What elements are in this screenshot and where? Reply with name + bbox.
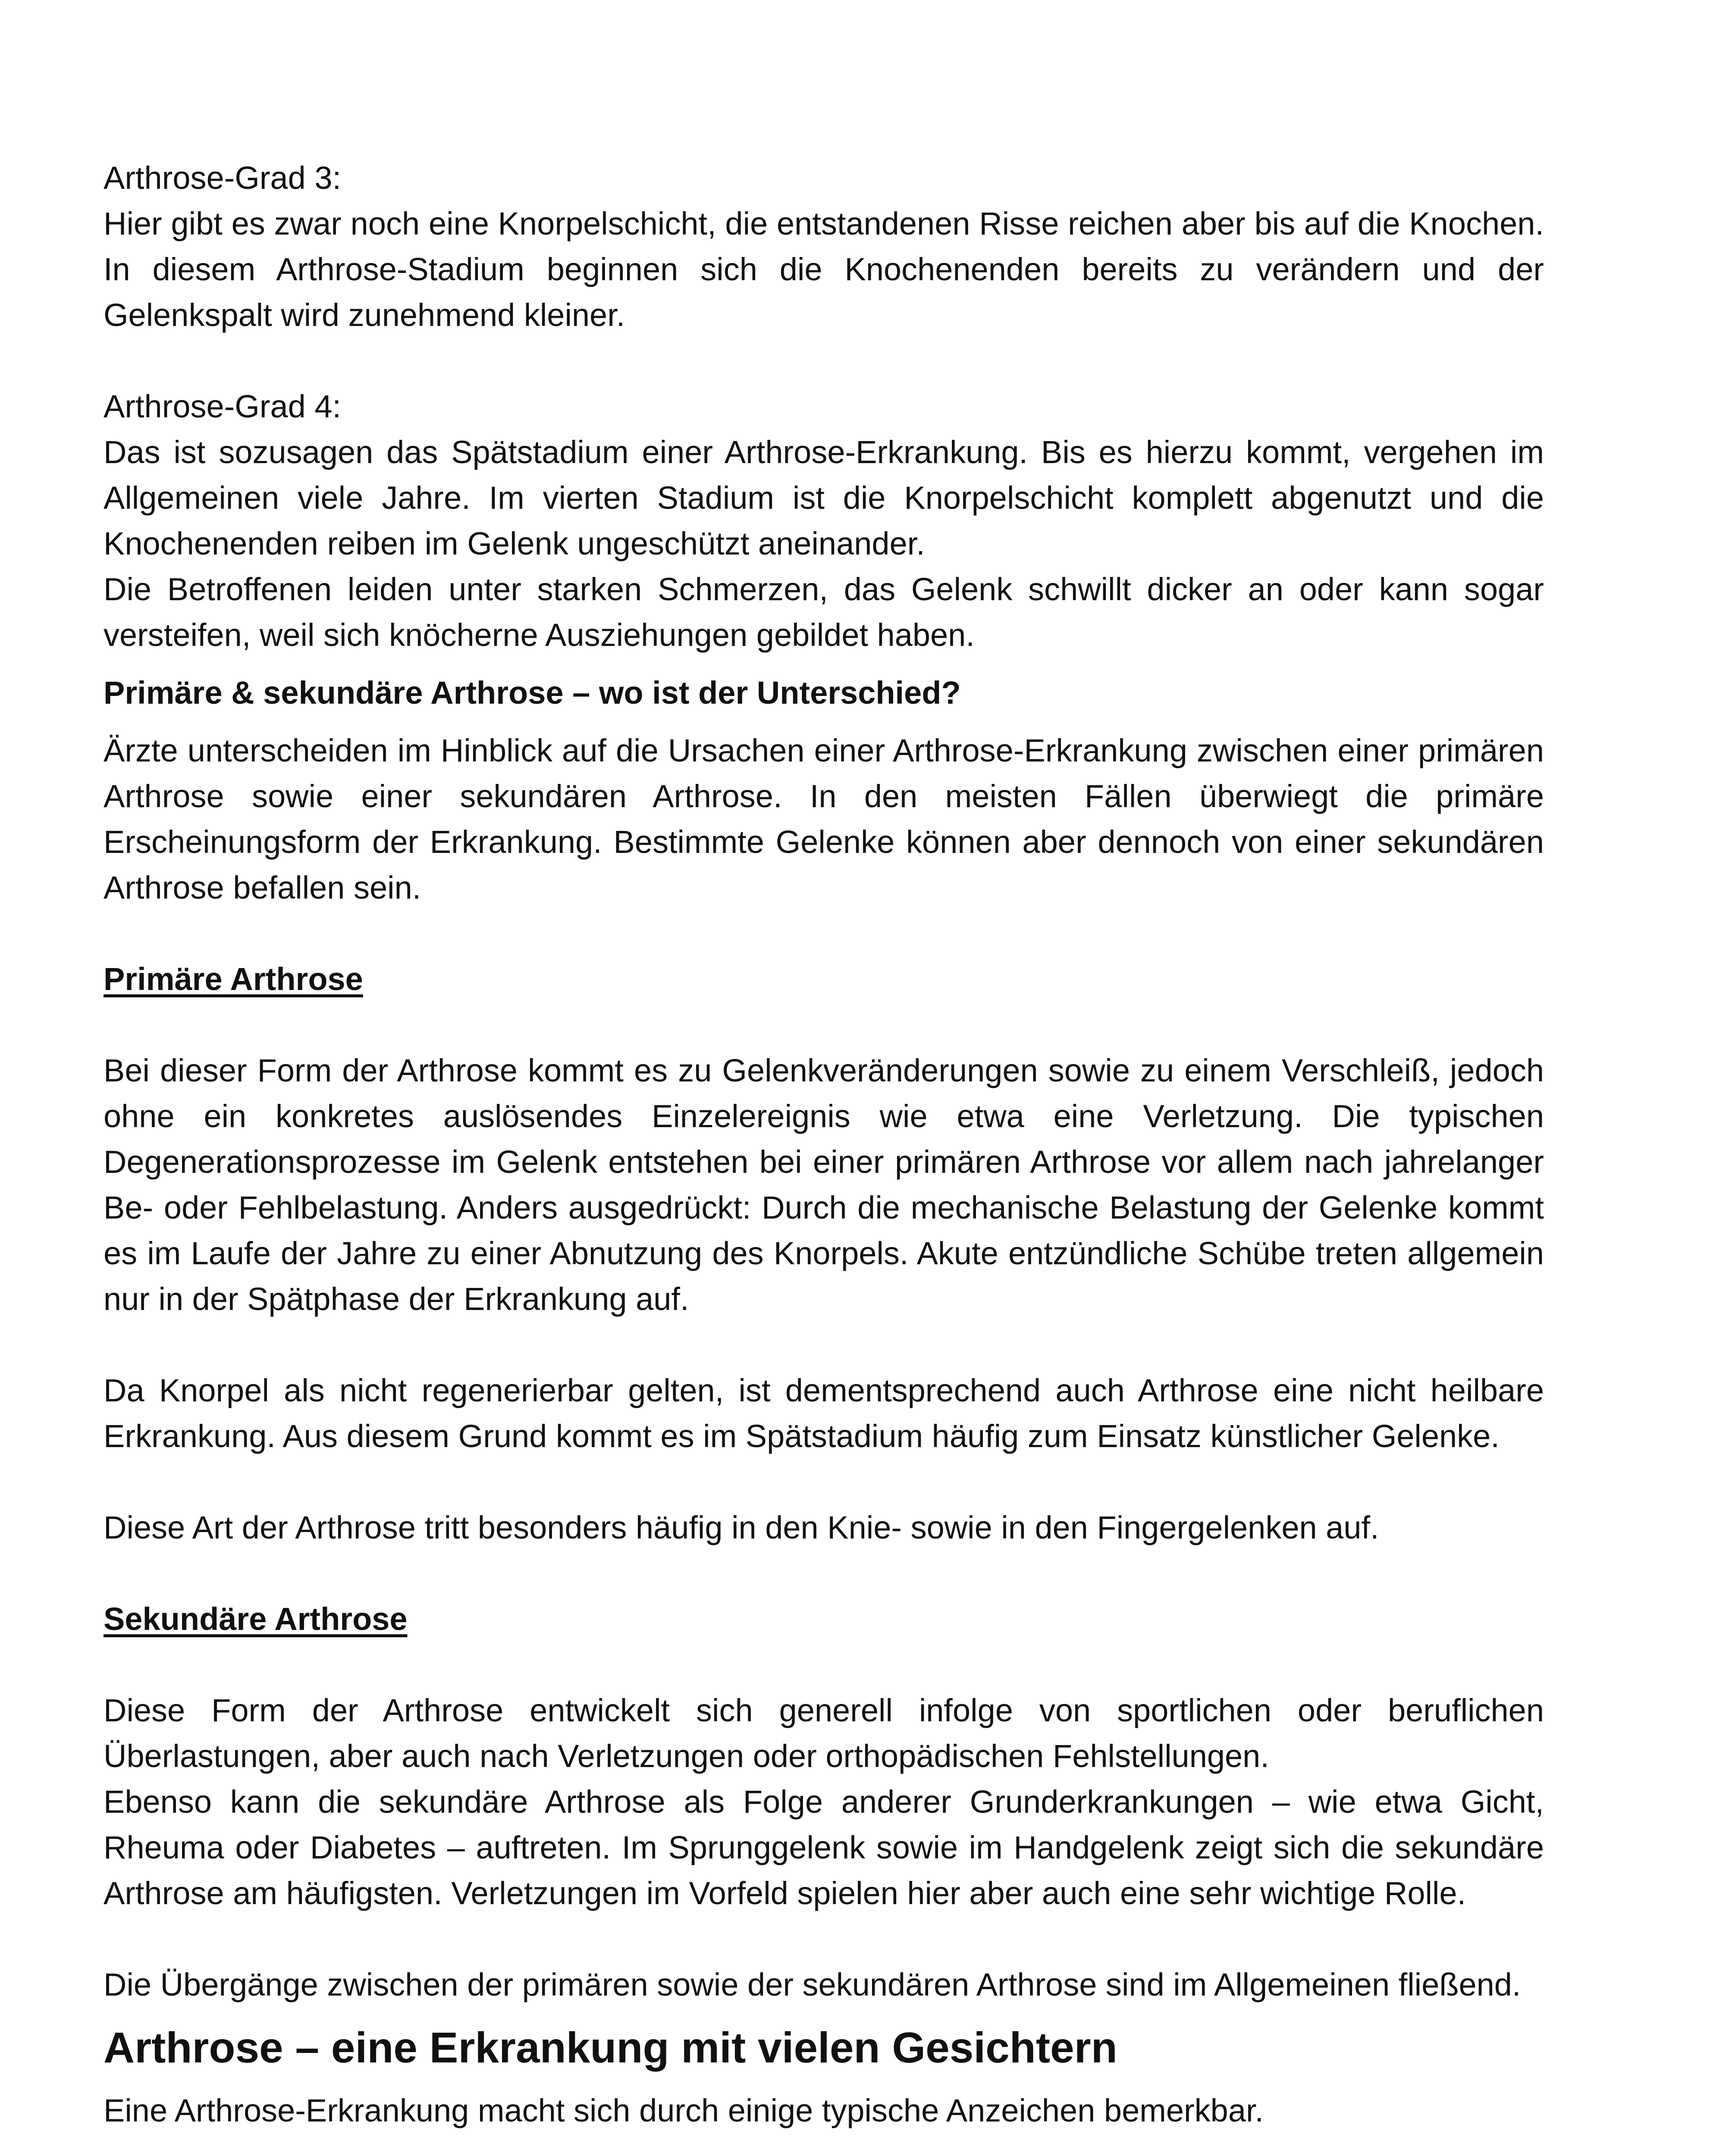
primary-heading: Primäre Arthrose [104, 961, 363, 997]
secondary-paragraph-2: Ebenso kann die sekundäre Arthrose als Folge anderer Grunderkrankungen – wie etwa Gicht, Rheuma oder Diabetes – auftreten. Im Sprunggelenk sowie im Handgelenk zeigt sich die sekundäre Arthrose am häufigsten. Verletzungen im Vorfeld spielen hier aber auch eine sehr wichtige Rolle. [104, 1784, 1544, 1911]
grade4-text-2: Die Betroffenen leiden unter starken Schmerzen, das Gelenk schwillt dicker an oder kann sogar versteifen, weil sich knöcherne Ausziehungen gebildet haben. [104, 571, 1544, 653]
grade3-text: Hier gibt es zwar noch eine Knorpelschicht, die entstandenen Risse reichen aber bis auf die Knochen. In diesem Arthrose-Stadium beginnen sich die Knochenenden bereits zu verändern und der Gelenkspalt wird zunehmend kleiner. [104, 206, 1544, 333]
difference-heading: Primäre & sekundäre Arthrose – wo ist der Unterschied? [104, 675, 961, 711]
secondary-heading: Sekundäre Arthrose [104, 1601, 408, 1637]
faces-heading: Arthrose – eine Erkrankung mit vielen Gesichtern [104, 2024, 1117, 2072]
grade4-heading: Arthrose-Grad 4: [104, 389, 342, 424]
faces-text: Eine Arthrose-Erkrankung macht sich durch einige typische Anzeichen bemerkbar. [104, 2093, 1264, 2128]
difference-text: Ärzte unterscheiden im Hinblick auf die Ursachen einer Arthrose-Erkrankung zwischen einer primären Arthrose sowie einer sekundären Arthrose. In den meisten Fällen überwiegt die primäre Erscheinungsform der Erkrankung. Bestimmte Gelenke können aber dennoch von einer sekundären Arthrose befallen sein. [104, 733, 1544, 906]
secondary-paragraph-3: Die Übergänge zwischen der primären sowie der sekundären Arthrose sind im Allgemeinen fließend. [104, 1967, 1521, 2002]
primary-paragraph-3: Diese Art der Arthrose tritt besonders häufig in den Knie- sowie in den Fingergelenken auf. [104, 1510, 1379, 1545]
primary-paragraph-1: Bei dieser Form der Arthrose kommt es zu Gelenkveränderungen sowie zu einem Verschleiß, jedoch ohne ein konkretes auslösendes Einzelereignis wie etwa eine Verletzung. Die typischen Degenerationsprozesse im Gelenk entstehen bei einer primären Arthrose vor allem nach jahrelanger Be- oder Fehlbelastung. Anders ausgedrückt: Durch die mechanische Belastung der Gelenke kommt es im Laufe der Jahre zu einer Abnutzung des Knorpels. Akute entzündliche Schübe treten allgemein nur in der Spätphase der Erkrankung auf. [104, 1053, 1544, 1317]
primary-paragraph-2: Da Knorpel als nicht regenerierbar gelten, ist dementsprechend auch Arthrose eine nicht heilbare Erkrankung. Aus diesem Grund kommt es im Spätstadium häufig zum Einsatz künstlicher Gelenke. [104, 1373, 1544, 1454]
document-page [104, 155, 1544, 2134]
grade4-text-1: Das ist sozusagen das Spätstadium einer Arthrose-Erkrankung. Bis es hierzu kommt, vergehen im Allgemeinen viele Jahre. Im vierten Stadium ist die Knorpelschicht komplett abgenutzt und die Knochenenden reiben im Gelenk ungeschützt aneinander. [104, 434, 1544, 561]
secondary-paragraph-1: Diese Form der Arthrose entwickelt sich generell infolge von sportlichen oder beruflichen Überlastungen, aber auch nach Verletzungen oder orthopädischen Fehlstellungen. [104, 1692, 1544, 1774]
grade3-heading: Arthrose-Grad 3: [104, 160, 342, 196]
